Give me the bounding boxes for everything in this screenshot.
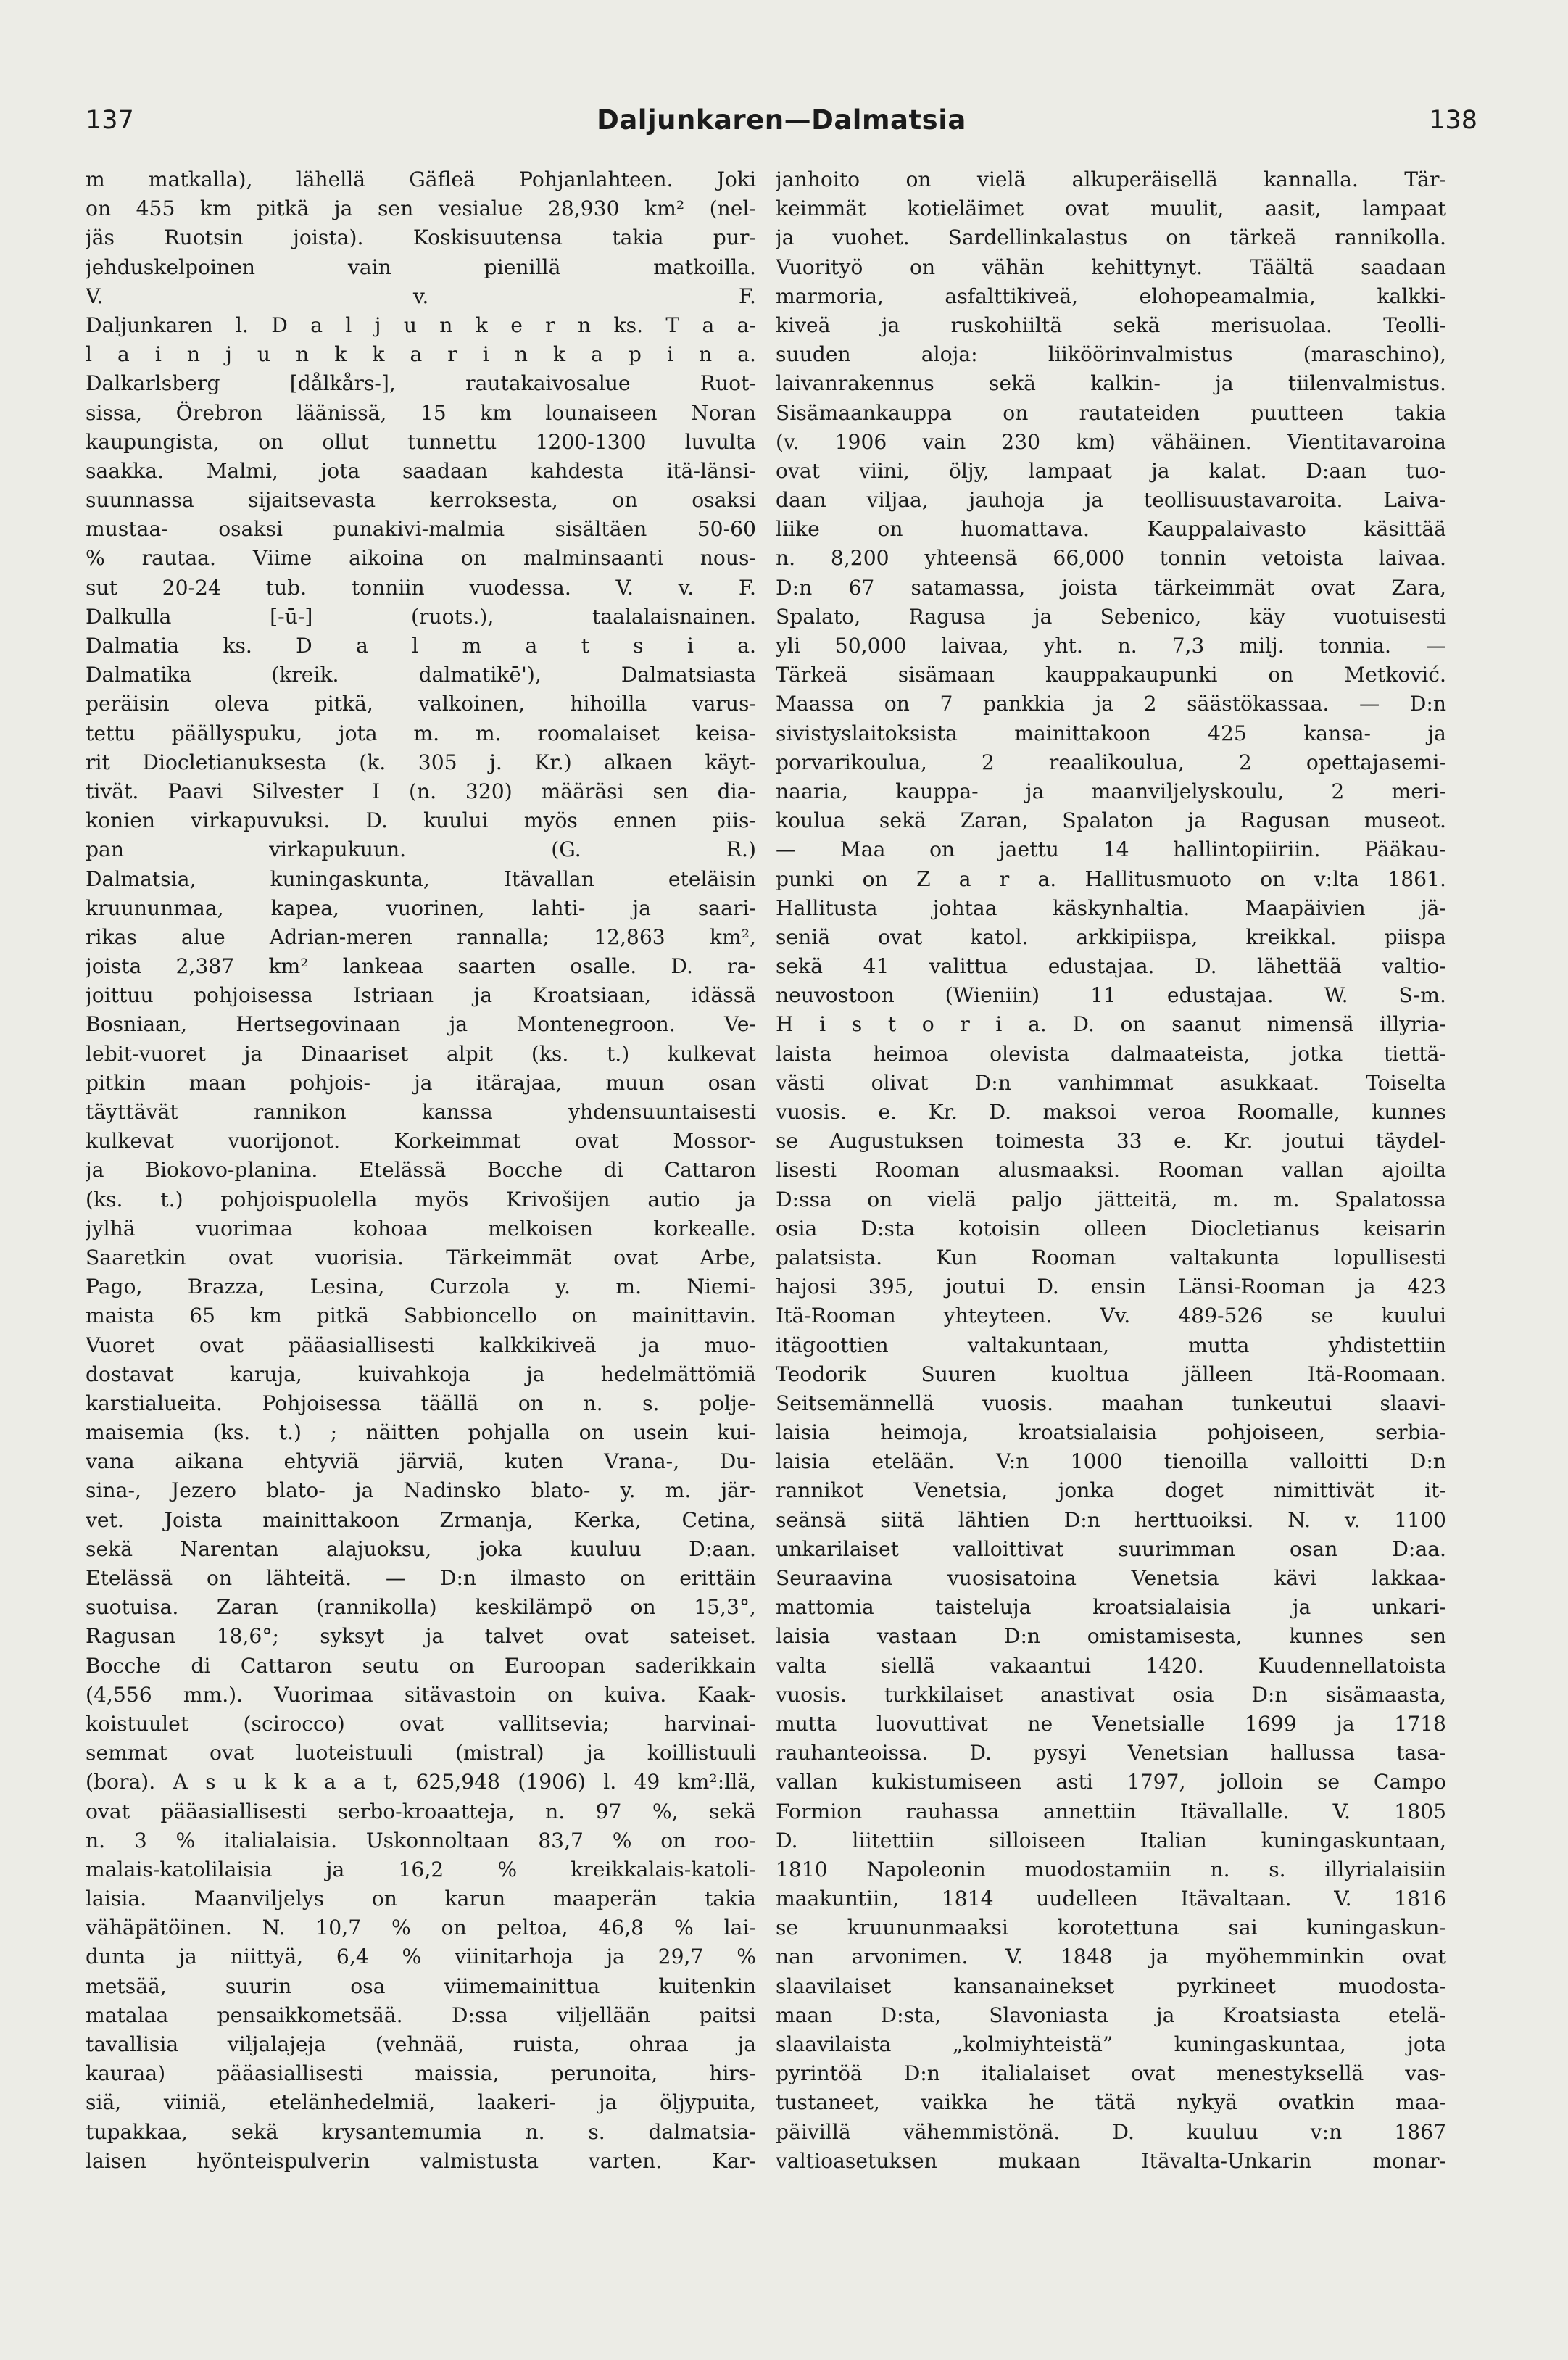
text-line: Tärkeä sisämaan kauppakaupunki on Metković.: [776, 663, 1446, 687]
text-line: Itä-Rooman yhteyteen. Vv. 489-526 se kuului: [776, 1304, 1446, 1328]
text-line: Bosniaan, Hertsegovinaan ja Montenegroon. Ve-: [86, 1012, 756, 1037]
text-line: maakuntiin, 1814 uudelleen Itävaltaan. V. 1816: [776, 1887, 1446, 1911]
text-line: Teodorik Suuren kuoltua jälleen Itä-Roomaan.: [776, 1362, 1446, 1386]
text-line: västi olivat D:n vanhimmat asukkaat. Toiselta: [776, 1070, 1446, 1095]
text-line: osia D:sta kotoisin olleen Diocletianus keisarin: [776, 1216, 1446, 1241]
text-line: matalaa pensaikkometsää. D:ssa viljellään paitsi: [86, 2003, 756, 2027]
text-line: jylhä vuorimaa kohoaa melkoisen korkealle.: [86, 1216, 756, 1241]
text-line: rikas alue Adrian-meren rannalla; 12,863 km²,: [86, 924, 756, 949]
text-line: maan D:sta, Slavoniasta ja Kroatsiasta etelä-: [776, 2003, 1446, 2027]
text-line: sina-, Jezero blato- ja Nadinsko blato- y. m. jär-: [86, 1478, 756, 1503]
text-line: sut 20-24 tub. tonniin vuodessa. V. v. F.: [86, 575, 756, 600]
text-line: unkarilaiset valloittivat suurimman osan D:aa.: [776, 1536, 1446, 1561]
text-line: se Augustuksen toimesta 33 e. Kr. joutui täydel-: [776, 1129, 1446, 1154]
text-line: semmat ovat luoteistuuli (mistral) ja koillistuuli: [86, 1741, 756, 1765]
text-line: punki on Z a r a. Hallitusmuoto on v:lta 1861.: [776, 866, 1446, 891]
text-line: slaavilaiset kansanainekset pyrkineet muodosta-: [776, 1974, 1446, 1998]
text-line: n. 8,200 yhteensä 66,000 tonnin vetoista laivaa.: [776, 546, 1446, 571]
text-line: mattomia taisteluja kroatsialaisia ja unkari-: [776, 1595, 1446, 1620]
text-line: nan arvonimen. V. 1848 ja myöhemminkin ovat: [776, 1945, 1446, 1969]
text-line: daan viljaa, jauhoja ja teollisuustavaroita. Laiva-: [776, 488, 1446, 513]
text-line: tupakkaa, sekä krysantemumia n. s. dalmatsia-: [86, 2119, 756, 2144]
page-number-left: 137: [86, 106, 134, 135]
text-line: pyrintöä D:n italialaiset ovat menestyksellä vas-: [776, 2061, 1446, 2086]
text-line: ovat viini, öljy, lampaat ja kalat. D:aan tuo-: [776, 458, 1446, 483]
text-line: D:n 67 satamassa, joista tärkeimmät ovat Zara,: [776, 575, 1446, 600]
text-line: Seuraavina vuosisatoina Venetsia kävi lakkaa-: [776, 1566, 1446, 1590]
text-line: Ragusan 18,6°; syksyt ja talvet ovat sateiset.: [86, 1624, 756, 1649]
text-line: suunnassa sijaitsevasta kerroksesta, on osaksi: [86, 488, 756, 513]
left-text-column: [86, 165, 756, 2176]
text-line: vuosis. e. Kr. D. maksoi veroa Roomalle, kunnes: [776, 1100, 1446, 1124]
text-line: pan virkapukuun. (G. R.): [86, 837, 756, 862]
text-line: maisemia (ks. t.) ; näitten pohjalla on usein kui-: [86, 1420, 756, 1445]
text-line: rauhanteoissa. D. pysyi Venetsian hallussa tasa-: [776, 1741, 1446, 1765]
text-line: V. v. F.: [86, 283, 756, 308]
text-line: naaria, kauppa- ja maanviljelyskoulu, 2 meri-: [776, 779, 1446, 803]
text-line: Daljunkaren l. D a l j u n k e r n ks. T a a-: [86, 312, 756, 337]
text-line: koistuulet (scirocco) ovat vallitsevia; harvinai-: [86, 1711, 756, 1736]
text-line: seänsä siitä lähtien D:n herttuoiksi. N. v. 1100: [776, 1507, 1446, 1532]
text-line: koulua sekä Zaran, Spalaton ja Ragusan museot.: [776, 808, 1446, 833]
text-line: siä, viiniä, etelänhedelmiä, laakeri- ja öljypuita,: [86, 2090, 756, 2115]
text-line: sekä Narentan alajuoksu, joka kuuluu D:aan.: [86, 1536, 756, 1561]
text-line: täyttävät rannikon kanssa yhdensuuntaisesti: [86, 1100, 756, 1124]
text-line: Dalkulla [-ū-] (ruots.), taalalaisnainen.: [86, 604, 756, 629]
text-line: mustaa- osaksi punakivi-malmia sisältäen 50-60: [86, 517, 756, 542]
text-line: rannikot Venetsia, jonka doget nimittivät it-: [776, 1478, 1446, 1503]
text-line: Vuoret ovat pääasiallisesti kalkkikiveä ja muo-: [86, 1333, 756, 1357]
text-line: kiveä ja ruskohiiltä sekä merisuolaa. Teolli-: [776, 312, 1446, 337]
text-line: se kruununmaaksi korotettuna sai kuningaskun-: [776, 1916, 1446, 1940]
right-text-column: [776, 165, 1446, 2176]
text-line: vana aikana ehtyviä järviä, kuten Vrana-, Du-: [86, 1449, 756, 1474]
text-line: laisia vastaan D:n omistamisesta, kunnes sen: [776, 1624, 1446, 1649]
text-line: Dalmatia ks. D a l m a t s i a.: [86, 634, 756, 658]
text-line: jäs Ruotsin joista). Koskisuutensa takia pur-: [86, 225, 756, 250]
text-line: Seitsemännellä vuosis. maahan tunkeutui slaavi-: [776, 1391, 1446, 1415]
text-line: Bocche di Cattaron seutu on Euroopan saderikkain: [86, 1653, 756, 1678]
text-line: joista 2,387 km² lankeaa saarten osalle. D. ra-: [86, 954, 756, 979]
text-line: sivistyslaitoksista mainittakoon 425 kansa- ja: [776, 721, 1446, 745]
text-line: H i s t o r i a. D. on saanut nimensä illyria-: [776, 1012, 1446, 1037]
text-line: n. 3 % italialaisia. Uskonnoltaan 83,7 % on roo-: [86, 1828, 756, 1852]
text-line: Sisämaankauppa on rautateiden puutteen takia: [776, 400, 1446, 425]
text-line: jehduskelpoinen vain pienillä matkoilla.: [86, 254, 756, 279]
text-line: sissa, Örebron läänissä, 15 km lounaiseen Noran: [86, 400, 756, 425]
text-line: D:ssa on vielä paljo jätteitä, m. m. Spalatossa: [776, 1187, 1446, 1212]
text-line: lisesti Rooman alusmaaksi. Rooman vallan ajoilta: [776, 1158, 1446, 1183]
text-line: laisia etelään. V:n 1000 tienoilla valloitti D:n: [776, 1449, 1446, 1474]
text-line: kauraa) pääasiallisesti maissia, perunoita, hirs-: [86, 2061, 756, 2086]
text-line: Saaretkin ovat vuorisia. Tärkeimmät ovat Arbe,: [86, 1245, 756, 1270]
text-line: l a i n j u n k k a r i n k a p i n a.: [86, 342, 756, 367]
text-line: metsää, suurin osa viimemainittua kuitenkin: [86, 1974, 756, 1998]
text-line: liike on huomattava. Kauppalaivasto käsittää: [776, 517, 1446, 542]
text-line: tivät. Paavi Silvester I (n. 320) määräsi sen dia-: [86, 779, 756, 803]
text-line: tettu päällyspuku, jota m. m. roomalaiset keisa-: [86, 721, 756, 745]
text-line: karstialueita. Pohjoisessa täällä on n. s. polje-: [86, 1391, 756, 1415]
text-line: janhoito on vielä alkuperäisellä kannalla. Tär-: [776, 167, 1446, 191]
text-line: kulkevat vuorijonot. Korkeimmat ovat Mossor-: [86, 1129, 756, 1154]
text-line: porvarikoulua, 2 reaalikoulua, 2 opettajasemi-: [776, 750, 1446, 774]
text-line: sekä 41 valittua edustajaa. D. lähettää valtio-: [776, 954, 1446, 979]
text-line: maista 65 km pitkä Sabbioncello on mainittavin.: [86, 1304, 756, 1328]
text-line: m matkalla), lähellä Gäfleä Pohjanlahteen. Joki: [86, 167, 756, 191]
text-line: pitkin maan pohjois- ja itärajaa, muun osan: [86, 1070, 756, 1095]
text-line: on 455 km pitkä ja sen vesialue 28,930 km² (nel-: [86, 196, 756, 221]
running-head-title: Daljunkaren—Dalmatsia: [597, 104, 966, 136]
text-line: vuosis. turkkilaiset anastivat osia D:n sisämaasta,: [776, 1682, 1446, 1707]
page-number-right: 138: [1429, 106, 1477, 135]
text-line: Hallitusta johtaa käskynhaltia. Maapäivien jä-: [776, 895, 1446, 920]
text-line: suuden aloja: liiköörinvalmistus (maraschino),: [776, 342, 1446, 367]
text-line: konien virkapuvuksi. D. kuului myös ennen piis-: [86, 808, 756, 833]
text-line: saakka. Malmi, jota saadaan kahdesta itä-länsi-: [86, 458, 756, 483]
text-line: D. liitettiin silloiseen Italian kuningaskuntaan,: [776, 1828, 1446, 1852]
text-line: (4,556 mm.). Vuorimaa sitävastoin on kuiva. Kaak-: [86, 1682, 756, 1707]
text-line: mutta luovuttivat ne Venetsialle 1699 ja 1718: [776, 1711, 1446, 1736]
text-line: laisia heimoja, kroatsialaisia pohjoiseen, serbia-: [776, 1420, 1446, 1445]
text-line: vallan kukistumiseen asti 1797, jolloin se Campo: [776, 1770, 1446, 1794]
text-line: Formion rauhassa annettiin Itävallalle. V. 1805: [776, 1799, 1446, 1823]
text-line: tavallisia viljalajeja (vehnää, ruista, ohraa ja: [86, 2032, 756, 2056]
text-line: Dalmatika (kreik. dalmatikē'), Dalmatsiasta: [86, 663, 756, 687]
text-line: 1810 Napoleonin muodostamiin n. s. illyrialaisiin: [776, 1857, 1446, 1881]
text-line: ovat pääasiallisesti serbo-kroaatteja, n. 97 %, sekä: [86, 1799, 756, 1823]
text-line: (ks. t.) pohjoispuolella myös Krivošijen autio ja: [86, 1187, 756, 1212]
text-line: tustaneet, vaikka he tätä nykyä ovatkin maa-: [776, 2090, 1446, 2115]
text-line: vet. Joista mainittakoon Zrmanja, Kerka, Cetina,: [86, 1507, 756, 1532]
text-line: valtioasetuksen mukaan Itävalta-Unkarin monar-: [776, 2148, 1446, 2173]
text-line: yli 50,000 laivaa, yht. n. 7,3 milj. tonnia. —: [776, 634, 1446, 658]
text-line: dunta ja niittyä, 6,4 % viinitarhoja ja 29,7 %: [86, 1945, 756, 1969]
text-line: laisen hyönteispulverin valmistusta varten. Kar-: [86, 2148, 756, 2173]
text-line: neuvostoon (Wieniin) 11 edustajaa. W. S-m.: [776, 983, 1446, 1008]
text-line: palatsista. Kun Rooman valtakunta lopullisesti: [776, 1245, 1446, 1270]
text-line: lebit-vuoret ja Dinaariset alpit (ks. t.) kulkevat: [86, 1041, 756, 1066]
text-line: slaavilaista „kolmiyhteistä” kuningaskuntaa, jota: [776, 2032, 1446, 2056]
text-line: (v. 1906 vain 230 km) vähäinen. Vientitavaroina: [776, 429, 1446, 454]
text-line: joittuu pohjoisessa Istriaan ja Kroatsiaan, idässä: [86, 983, 756, 1008]
text-line: valta siellä vakaantui 1420. Kuudennellatoista: [776, 1653, 1446, 1678]
text-line: Dalkarlsberg [dålkårs-], rautakaivosalue Ruot-: [86, 371, 756, 396]
text-line: vähäpätöinen. N. 10,7 % on peltoa, 46,8 % lai-: [86, 1916, 756, 1940]
text-line: suotuisa. Zaran (rannikolla) keskilämpö on 15,3°,: [86, 1595, 756, 1620]
text-line: % rautaa. Viime aikoina on malminsaanti nous-: [86, 546, 756, 571]
text-line: hajosi 395, joutui D. ensin Länsi-Rooman ja 423: [776, 1275, 1446, 1299]
text-line: rit Diocletianuksesta (k. 305 j. Kr.) alkaen käyt-: [86, 750, 756, 774]
text-line: marmoria, asfalttikiveä, elohopeamalmia, kalkki-: [776, 283, 1446, 308]
text-line: ja vuohet. Sardellinkalastus on tärkeä rannikolla.: [776, 225, 1446, 250]
text-line: Maassa on 7 pankkia ja 2 säästökassaa. — D:n: [776, 692, 1446, 716]
text-line: Vuorityö on vähän kehittynyt. Täältä saadaan: [776, 254, 1446, 279]
text-line: kaupungista, on ollut tunnettu 1200-1300 luvulta: [86, 429, 756, 454]
text-line: — Maa on jaettu 14 hallintopiiriin. Pääkau-: [776, 837, 1446, 862]
text-line: malais-katolilaisia ja 16,2 % kreikkalais-katoli-: [86, 1857, 756, 1881]
text-line: laivanrakennus sekä kalkin- ja tiilenvalmistus.: [776, 371, 1446, 396]
text-line: Dalmatsia, kuningaskunta, Itävallan eteläisin: [86, 866, 756, 891]
text-line: laisia. Maanviljelys on karun maaperän takia: [86, 1887, 756, 1911]
text-line: peräisin oleva pitkä, valkoinen, hihoilla varus-: [86, 692, 756, 716]
text-line: päivillä vähemmistönä. D. kuuluu v:n 1867: [776, 2119, 1446, 2144]
text-line: kruununmaa, kapea, vuorinen, lahti- ja saari-: [86, 895, 756, 920]
text-line: Pago, Brazza, Lesina, Curzola y. m. Niemi-: [86, 1275, 756, 1299]
text-line: laista heimoa olevista dalmaateista, jotka tiettä-: [776, 1041, 1446, 1066]
text-line: itägoottien valtakuntaan, mutta yhdistettiin: [776, 1333, 1446, 1357]
page-header: [86, 99, 1477, 142]
text-line: Etelässä on lähteitä. — D:n ilmasto on erittäin: [86, 1566, 756, 1590]
text-line: dostavat karuja, kuivahkoja ja hedelmättömiä: [86, 1362, 756, 1386]
text-line: (bora). A s u k k a a t, 625,948 (1906) l. 49 km²:llä,: [86, 1770, 756, 1794]
text-line: keimmät kotieläimet ovat muulit, aasit, lampaat: [776, 196, 1446, 221]
text-line: ja Biokovo-planina. Etelässä Bocche di Cattaron: [86, 1158, 756, 1183]
text-line: Spalato, Ragusa ja Sebenico, käy vuotuisesti: [776, 604, 1446, 629]
text-line: seniä ovat katol. arkkipiispa, kreikkal. piispa: [776, 924, 1446, 949]
